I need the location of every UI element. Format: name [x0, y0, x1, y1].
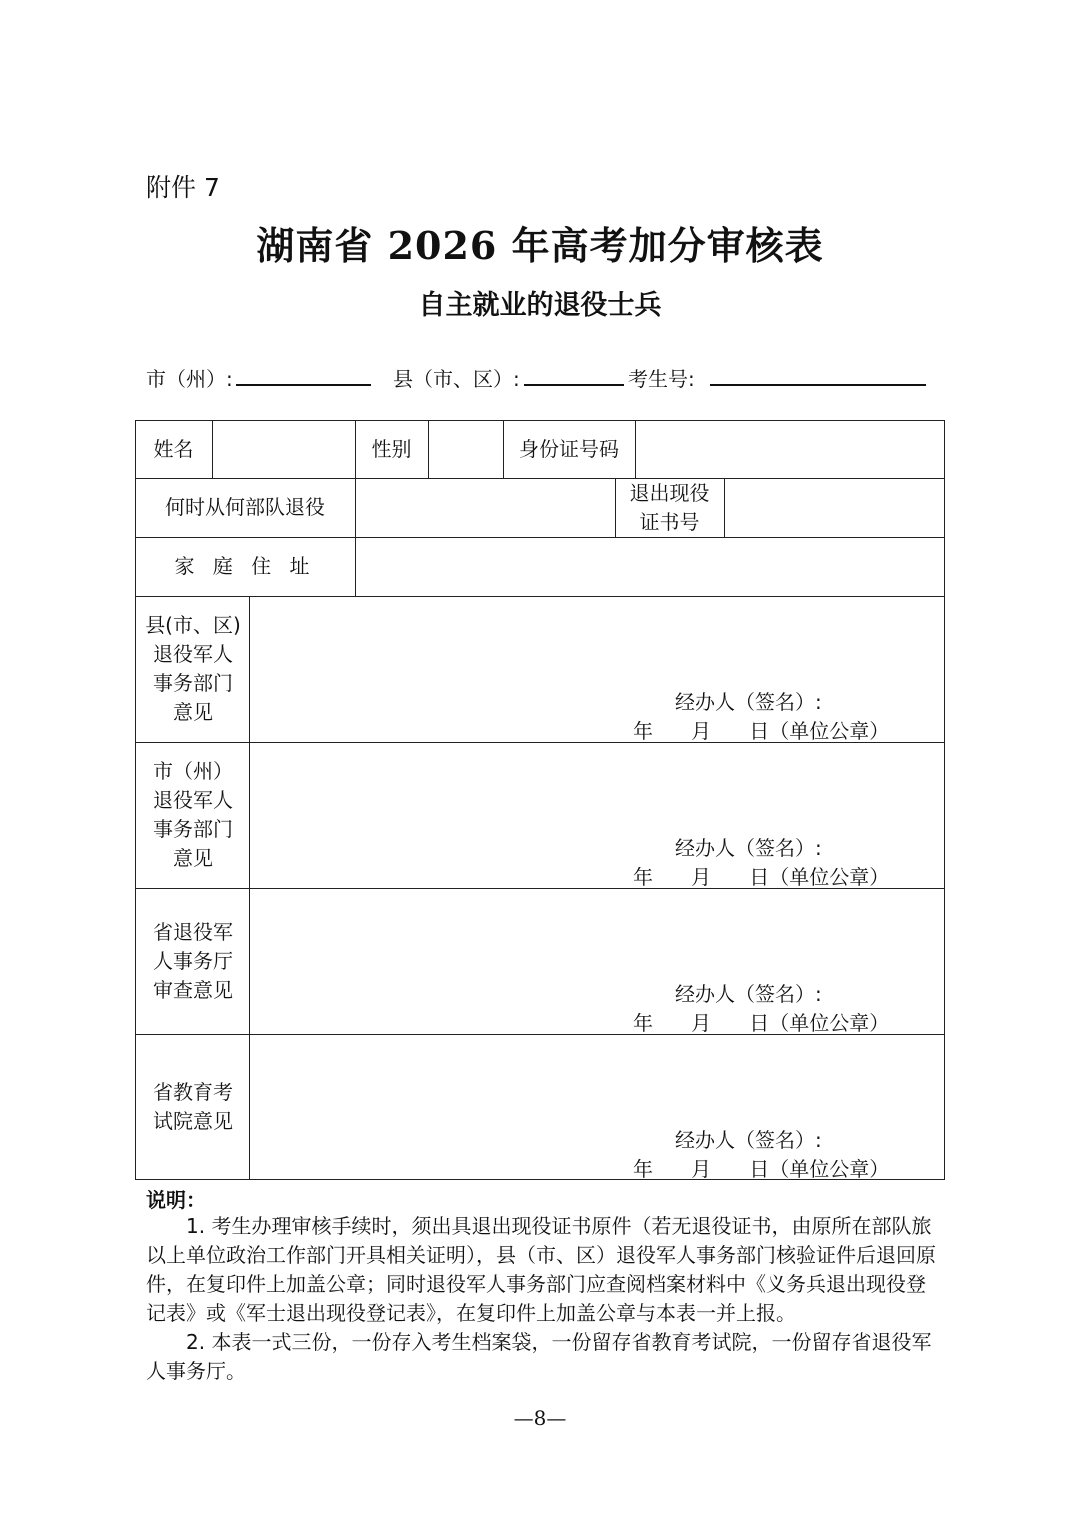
address-label: 家 庭 住 址 — [174, 554, 316, 578]
attachment-label: 附件 7 — [146, 173, 220, 202]
name-field[interactable] — [212, 420, 355, 478]
city-opinion-label: 市（州）退役军人事务部门意见 — [153, 759, 233, 870]
exam-no-label: 考生号: — [628, 367, 695, 391]
page-number: —8— — [513, 1406, 567, 1430]
county-opinion-label: 县(市、区)退役军人事务部门意见 — [145, 613, 241, 724]
review-table — [135, 420, 945, 1180]
exam-authority-opinion-label: 省教育考试院意见 — [153, 1080, 233, 1133]
when-unit-label: 何时从何部队退役 — [165, 495, 325, 519]
id-label: 身份证号码 — [519, 436, 619, 461]
note-item: 1. 考生办理审核手续时，须出具退出现役证书原件（若无退役证书，由原所在部队旅以上单位政治工作部门开具相关证明），县（市、区）退役军人事务部门核验证件后退回原件，在复印件上加盖公章；同时退役军人事务部门应查阅档案材料中《义务兵退出现役登记表》或《军士退出现役登记表》，在复印件上加盖公章与本表一并上报。 — [146, 1214, 936, 1325]
gender-field[interactable] — [428, 420, 503, 478]
address-field[interactable] — [355, 537, 944, 596]
note-item: 2. 本表一式三份，一份存入考生档案袋，一份留存省教育考试院，一份留存省退役军人事务厅。 — [146, 1330, 932, 1383]
notes-title: 说明： — [146, 1188, 206, 1212]
form-subtitle: 自主就业的退役士兵 — [418, 290, 662, 321]
form-title: 湖南省 2026 年高考加分审核表 — [256, 223, 824, 268]
cert-label: 退出现役证书号 — [629, 480, 710, 534]
exam-authority-date: 年 月 日（单位公章） — [633, 1157, 890, 1181]
province-veterans-date: 年 月 日（单位公章） — [633, 1011, 890, 1035]
province-veterans-signer: 经办人（签名）: — [675, 982, 822, 1006]
id-field[interactable] — [635, 420, 944, 478]
exam-authority-signer: 经办人（签名）: — [675, 1128, 822, 1152]
gender-label: 性别 — [371, 436, 412, 461]
cert-field[interactable] — [724, 478, 944, 537]
county-signer: 经办人（签名）: — [675, 690, 822, 714]
exam-no-field[interactable] — [710, 384, 926, 386]
county-date: 年 月 日（单位公章） — [633, 719, 890, 743]
county-label: 县（市、区）: — [393, 367, 520, 391]
province-veterans-opinion-label: 省退役军人事务厅审查意见 — [153, 919, 233, 1002]
county-field[interactable] — [524, 384, 624, 386]
city-signer: 经办人（签名）: — [675, 836, 822, 860]
name-label: 姓名 — [153, 436, 194, 461]
city-field[interactable] — [236, 384, 371, 386]
city-label: 市（州）: — [146, 367, 233, 391]
city-date: 年 月 日（单位公章） — [633, 865, 890, 889]
when-unit-field[interactable] — [355, 478, 615, 537]
